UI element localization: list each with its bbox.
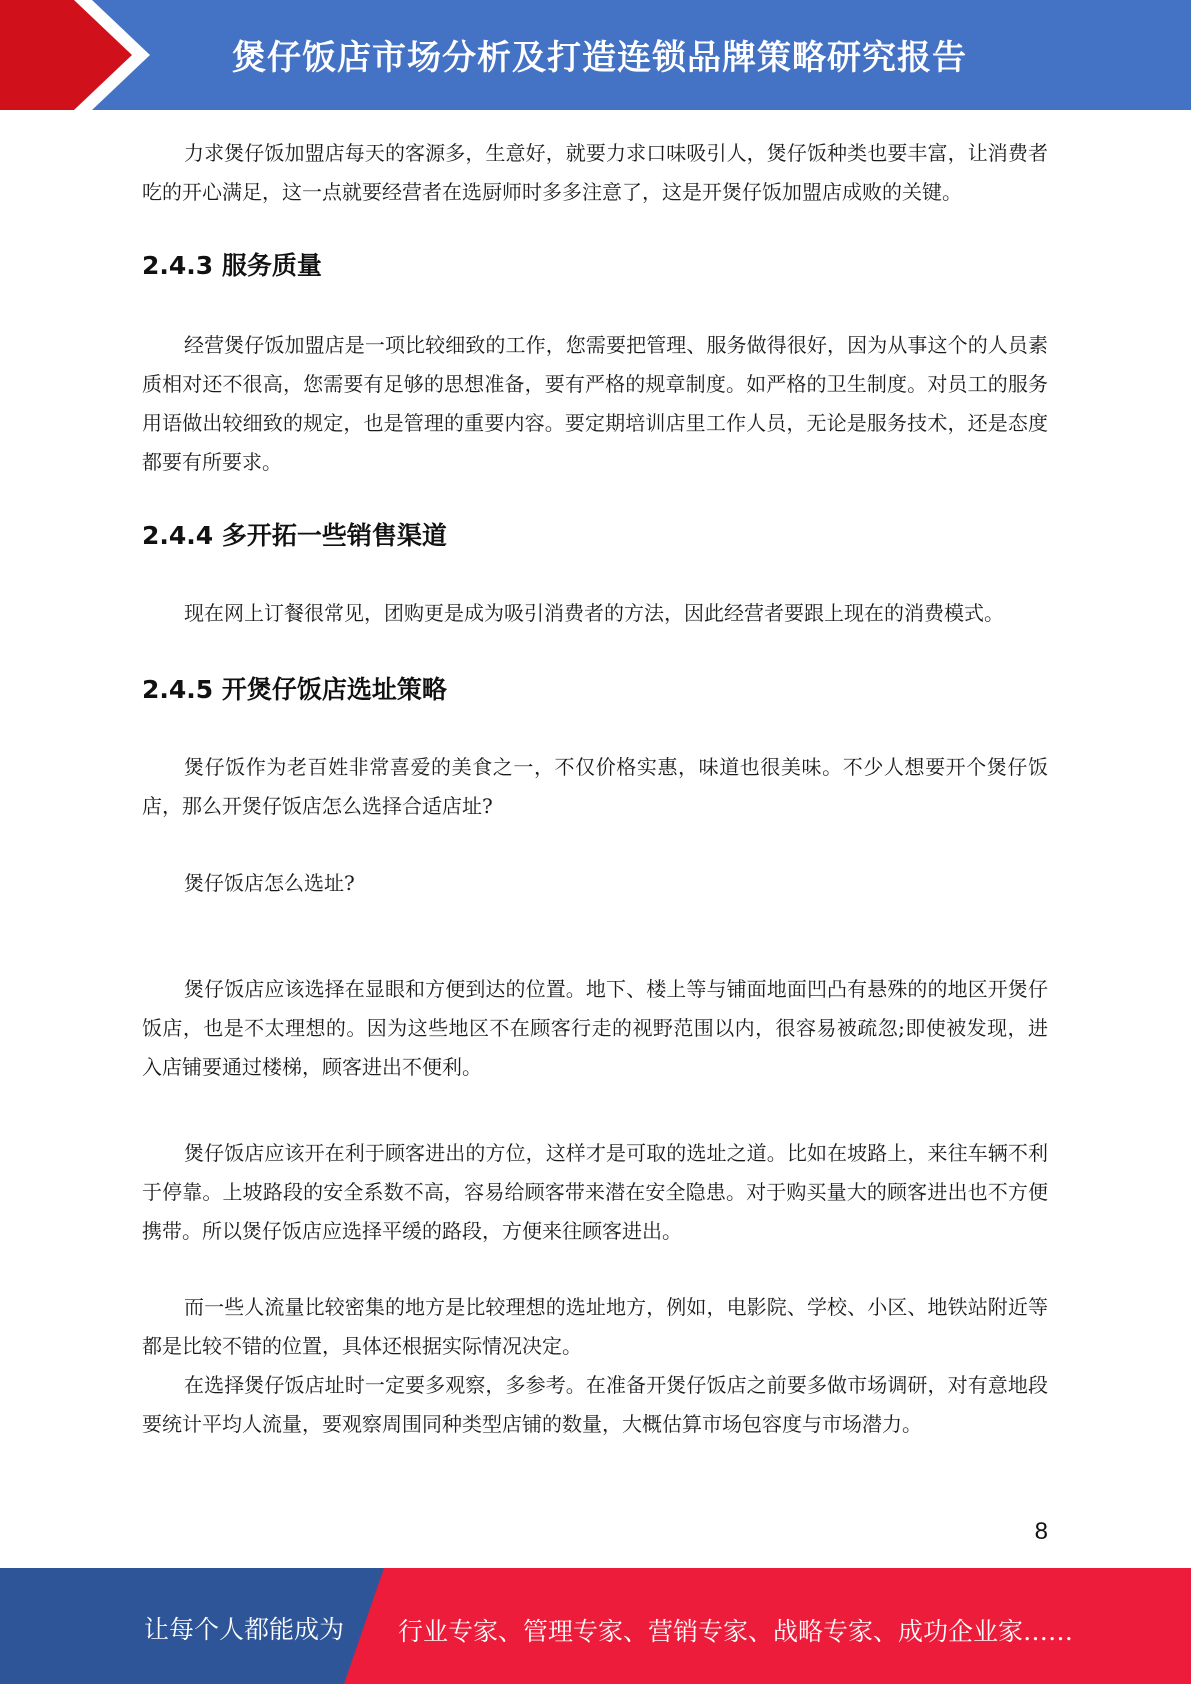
footer-slogan-left: 让每个人都能成为	[144, 1615, 345, 1644]
paragraph: 力求煲仔饭加盟店每天的客源多，生意好，就要力求口味吸引人，煲仔饭种类也要丰富，让消费者吃的开心满足，这一点就要经营者在选厨师时多多注意了，这是开煲仔饭加盟店成败的关键。	[142, 141, 1048, 204]
paragraph: 煲仔饭店应该选择在显眼和方便到达的位置。地下、楼上等与铺面地面凹凸有悬殊的的地区开煲仔饭店，也是不太理想的。因为这些地区不在顾客行走的视野范围以内，很容易被疏忽;即使被发现，进入店铺要通过楼梯，顾客进出不便利。	[142, 977, 1048, 1079]
paragraph: 在选择煲仔饭店址时一定要多观察，多参考。在准备开煲仔饭店之前要多做市场调研，对有意地段要统计平均人流量，要观察周围同种类型店铺的数量，大概估算市场包容度与市场潜力。	[142, 1373, 1048, 1436]
page-header	[0, 0, 1191, 110]
page-footer	[0, 1568, 1191, 1684]
paragraph: 而一些人流量比较密集的地方是比较理想的选址地方，例如，电影院、学校、小区、地铁站附近等都是比较不错的位置，具体还根据实际情况决定。	[142, 1295, 1048, 1358]
section-heading-2-4-3: 2.4.3 服务质量	[142, 251, 322, 280]
paragraph: 经营煲仔饭加盟店是一项比较细致的工作，您需要把管理、服务做得很好，因为从事这个的人员素质相对还不很高，您需要有足够的思想准备，要有严格的规章制度。如严格的卫生制度。对员工的服务用语做出较细致的规定，也是管理的重要内容。要定期培训店里工作人员，无论是服务技术，还是态度都要有所要求。	[142, 333, 1048, 474]
page-number: 8	[1034, 1518, 1048, 1545]
paragraph: 现在网上订餐很常见，团购更是成为吸引消费者的方法，因此经营者要跟上现在的消费模式。	[184, 601, 1004, 625]
paragraph: 煲仔饭作为老百姓非常喜爱的美食之一，不仅价格实惠，味道也很美味。不少人想要开个煲仔饭店，那么开煲仔饭店怎么选择合适店址?	[142, 755, 1048, 818]
section-heading-2-4-5: 2.4.5 开煲仔饭店选址策略	[142, 675, 447, 704]
paragraph: 煲仔饭店怎么选址?	[184, 871, 355, 895]
report-title: 煲仔饭店市场分析及打造连锁品牌策略研究报告	[232, 38, 967, 78]
section-heading-2-4-4: 2.4.4 多开拓一些销售渠道	[142, 521, 447, 550]
footer-slogan-right: 行业专家、管理专家、营销专家、战略专家、成功企业家……	[398, 1617, 1074, 1646]
header-arrow-graphic	[0, 0, 160, 110]
paragraph: 煲仔饭店应该开在利于顾客进出的方位，这样才是可取的选址之道。比如在坡路上，来往车辆不利于停靠。上坡路段的安全系数不高，容易给顾客带来潜在安全隐患。对于购买量大的顾客进出也不方便携带。所以煲仔饭店应选择平缓的路段，方便来往顾客进出。	[142, 1141, 1048, 1243]
